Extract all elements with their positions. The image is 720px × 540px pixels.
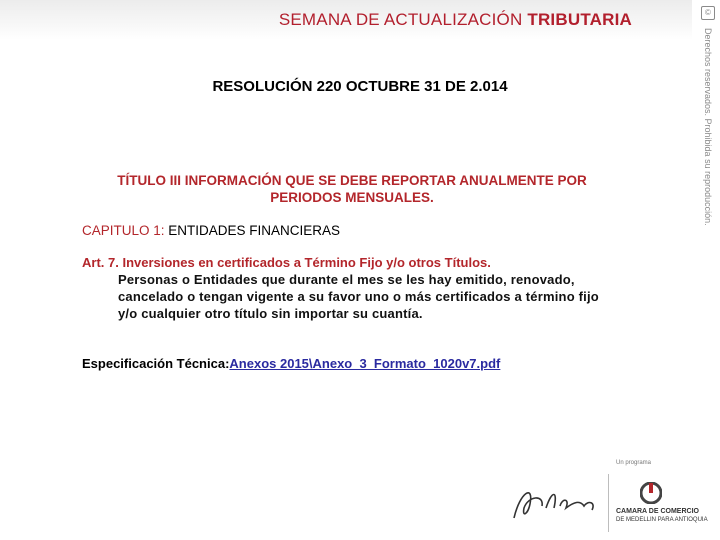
specification-line [82, 356, 500, 371]
side-note-text: Derechos reservados. Prohibida su reproducción. [703, 28, 713, 226]
capitulo-label: CAPITULO 1: [82, 223, 165, 238]
signature-icon [508, 478, 608, 528]
specification-label: Especificación Técnica: [82, 356, 230, 371]
org-name: CAMARA DE COMERCIO [616, 508, 699, 515]
article-body: Personas o Entidades que durante el mes se les hay emitido, renovado, cancelado o tengan vigente a su favor uno o más certificados a término fijo y/o cualquier otro título sin importar su cuantía. [118, 272, 599, 321]
program-label: Un programa [616, 460, 652, 466]
capitulo-text: ENTIDADES FINANCIERAS [164, 223, 341, 238]
chamber-logo [616, 460, 708, 532]
org-sub: DE MEDELLIN PARA ANTIOQUIA [616, 517, 708, 523]
footer-divider [608, 474, 609, 532]
copyright-icon: © [701, 6, 715, 20]
chamber-emblem-icon [640, 482, 662, 504]
titulo-heading: TÍTULO III INFORMACIÓN QUE SE DEBE REPORTAR ANUALMENTE POR PERIODOS MENSUALES. [117, 173, 587, 205]
header-bar [0, 0, 692, 40]
header-title-light: SEMANA DE ACTUALIZACIÓN [278, 10, 528, 29]
resolution-title: RESOLUCIÓN 220 OCTUBRE 31 DE 2.014 [212, 78, 508, 95]
article-title: Art. 7. Inversiones en certificados a Término Fijo y/o otros Títulos. [82, 255, 491, 270]
header-title-bold: TRIBUTARIA [527, 10, 632, 29]
specification-link[interactable]: Anexos 2015\Anexo_3_Formato_1020v7.pdf [229, 356, 501, 371]
signature-logo [508, 478, 608, 528]
header-title [279, 10, 632, 30]
capitulo-line [82, 223, 340, 238]
article-block [82, 254, 602, 322]
side-note [700, 28, 714, 226]
